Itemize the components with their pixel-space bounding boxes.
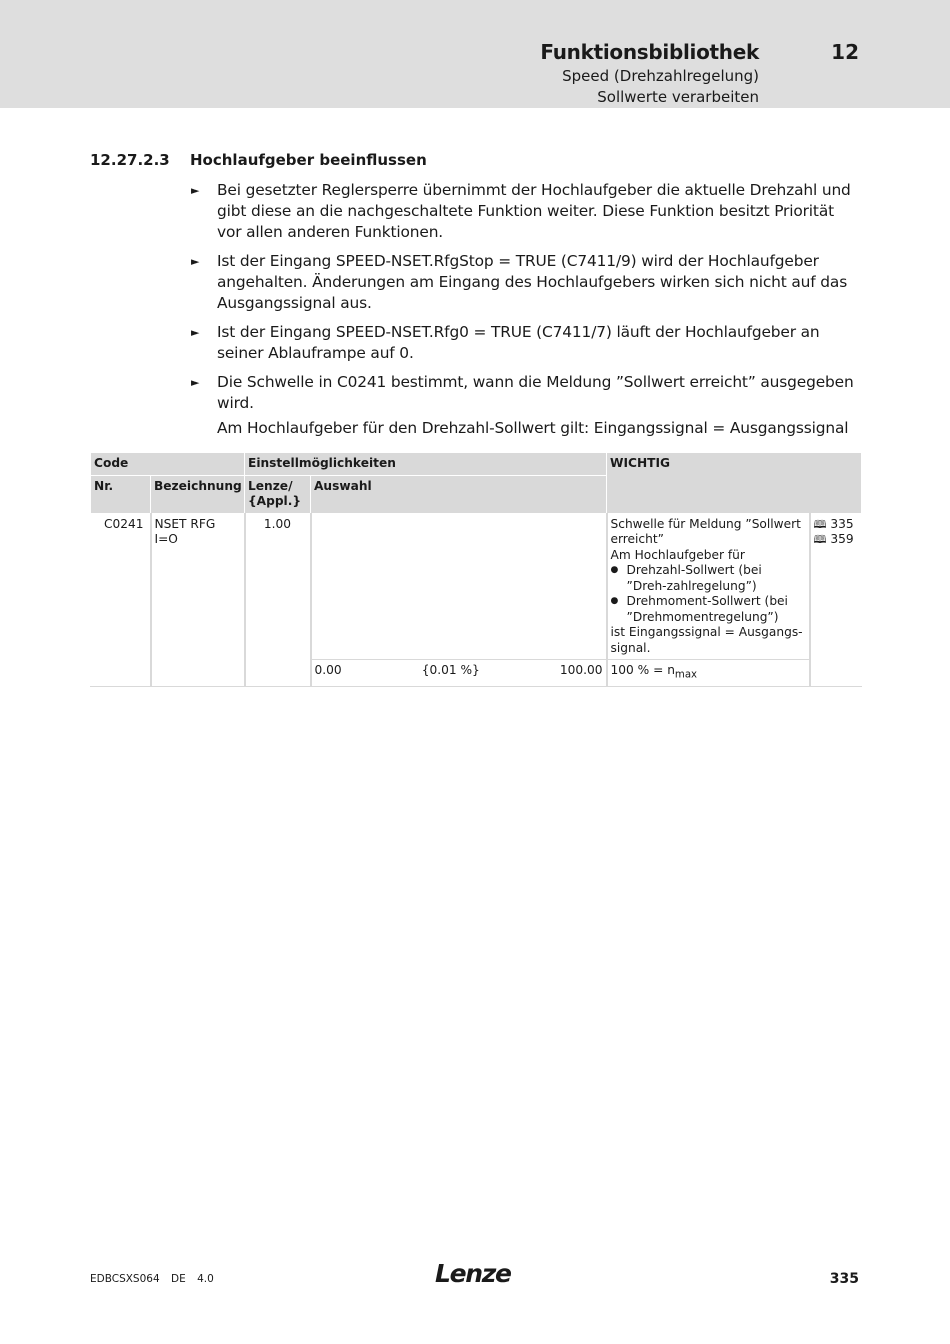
list-item-text: Drehzahl-Sollwert (bei ”Dreh-zahlregelung”) [626,563,762,593]
list-item [611,594,806,625]
auswahl-cell [311,513,607,660]
triangle-bullet-icon: ► [191,376,200,389]
wichtig-intro: Schwelle für Meldung ”Sollwert erreicht” [610,516,801,546]
reference-cell [810,513,862,686]
header-nr: Nr. [91,475,151,513]
range-min: 0.00 [314,663,342,677]
bullet-text: Die Schwelle in C0241 bestimmt, wann die Meldung ”Sollwert erreicht” ausgegeben wird. [217,373,854,412]
page-header-title: Funktionsbibliothek [540,40,759,64]
page-number: 335 [829,1271,859,1287]
header-einstellmoeglichkeiten: Einstellmöglichkeiten [245,453,607,476]
page-reference[interactable] [814,532,859,548]
bullet-list [190,180,862,439]
doc-id: EDBCSXS064 [90,1273,160,1285]
range-cell [311,660,607,687]
book-icon: 🕮 [813,517,827,531]
doc-version: 4.0 [197,1273,214,1285]
section-number: 12.27.2.3 [90,151,170,169]
footer-document-id [90,1273,222,1285]
wichtig-end: ist Eingangssignal = Ausgangs-signal. [610,625,803,655]
doc-language: DE [170,1273,186,1285]
header-wichtig: WICHTIG [607,453,862,514]
reference-page: 335 [830,516,854,531]
triangle-bullet-icon: ► [191,326,200,339]
bullet-dot-icon: ● [610,565,619,575]
bullet-text: Ist der Eingang SPEED-NSET.RfgStop = TRUE (C7411/9) wird der Hochlaufgeber angehalten. Änderungen am Eingang des Hochlaufgebers wirken sich nicht auf das Ausgangssignal aus. [217,252,848,312]
lenze-logo: Lenze [435,1259,511,1288]
book-icon: 🕮 [813,533,827,546]
header-subtitle: Speed (Drehzahlregelung) [562,67,759,85]
lenze-cell: 1.00 [245,513,311,686]
unit-text: 100 % = n [610,663,675,677]
bullet-item [190,180,862,243]
wichtig-cell [607,513,810,660]
header-band [0,0,950,108]
unit-subscript: max [674,669,698,681]
triangle-bullet-icon: ► [191,184,200,197]
bullet-item [190,251,862,314]
header-code: Code [91,453,245,476]
section-title: Hochlaufgeber beeinflussen [190,151,427,169]
chapter-number: 12 [831,40,859,64]
wichtig-line: Am Hochlaufgeber für [610,547,745,562]
header-bezeichnung: Bezeichnung [151,475,245,513]
header-lenze: Lenze/ {Appl.} [245,475,311,513]
page-reference[interactable] [814,517,859,533]
bullet-text: Bei gesetzter Reglersperre übernimmt der Hochlaufgeber die aktuelle Drehzahl und gibt diese an die nachgeschaltete Funktion weiter. Diese Funktion besitzt Priorität vor allen anderen Funktionen. [217,181,851,241]
table-row [91,513,862,660]
range-max: 100.00 [559,663,603,677]
bullet-item [190,372,862,414]
bullet-text: Ist der Eingang SPEED-NSET.Rfg0 = TRUE (C7411/7) läuft der Hochlaufgeber an seiner Ablauframpe auf 0. [217,323,820,362]
header-subtitle-2: Sollwerte verarbeiten [597,88,759,106]
unit-cell [607,660,810,687]
range-step: {0.01 %} [421,663,480,677]
bezeichnung-cell: NSET RFG I=O [151,513,245,686]
bullet-dot-icon: ● [610,596,619,606]
header-auswahl: Auswahl [311,475,607,513]
list-item-text: Drehmoment-Sollwert (bei ”Drehmomentregelung”) [626,594,788,624]
triangle-bullet-icon: ► [191,255,200,268]
note-text: Am Hochlaufgeber für den Drehzahl-Sollwert gilt: Eingangssignal = Ausgangssignal [217,419,849,437]
reference-page: 359 [830,532,854,546]
bullet-item [190,322,862,364]
parameter-table [90,452,862,687]
code-cell: C0241 [91,513,151,686]
list-item [611,563,806,594]
